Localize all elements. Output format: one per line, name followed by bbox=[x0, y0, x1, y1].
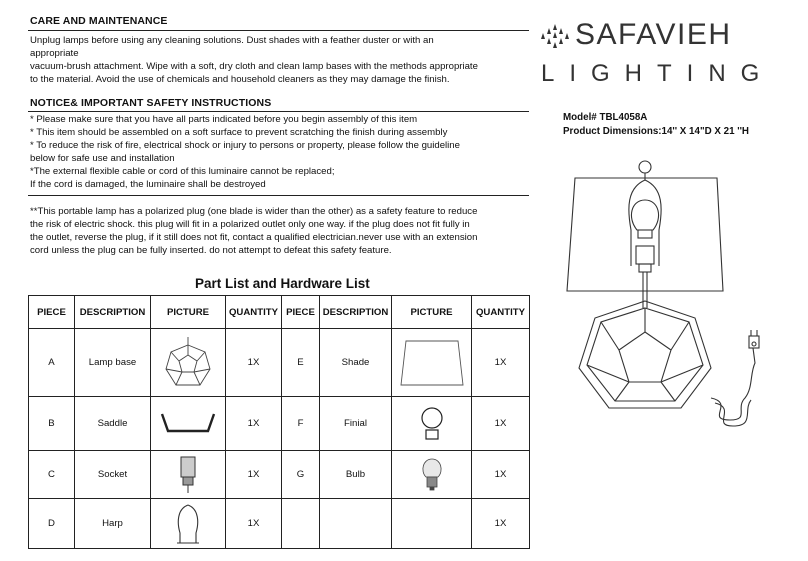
description-cell: Finial bbox=[320, 397, 392, 451]
safety-line: * To reduce the risk of fire, electrical shock or injury to persons or property, please follow the guideline bbox=[30, 140, 460, 151]
lamp-drawing bbox=[565, 158, 780, 438]
quantity-cell: 1X bbox=[472, 499, 530, 549]
quantity-cell: 1X bbox=[226, 329, 282, 397]
picture-cell bbox=[392, 499, 472, 549]
table-row bbox=[29, 397, 530, 451]
description-cell: Bulb bbox=[320, 451, 392, 499]
picture-cell bbox=[151, 329, 226, 397]
description-cell bbox=[320, 499, 392, 549]
piece-cell: B bbox=[29, 397, 75, 451]
quantity-cell: 1X bbox=[472, 329, 530, 397]
care-text bbox=[30, 34, 478, 86]
plug-text bbox=[30, 205, 477, 257]
safety-heading: NOTICE& IMPORTANT SAFETY INSTRUCTIONS bbox=[30, 97, 272, 109]
column-header: PICTURE bbox=[151, 296, 226, 329]
picture-cell bbox=[151, 397, 226, 451]
finial-icon bbox=[419, 406, 445, 442]
piece-cell: C bbox=[29, 451, 75, 499]
piece-cell: A bbox=[29, 329, 75, 397]
plug-line: the risk of electric shock. this plug will fit in a polarized outlet only one way. if the plug does not fit fully in bbox=[30, 219, 470, 230]
piece-cell: E bbox=[282, 329, 320, 397]
column-header: PIECE bbox=[29, 296, 75, 329]
plug-divider bbox=[28, 195, 529, 196]
care-line: vacuum-brush attachment. Wipe with a soft, dry cloth and clean lamp bases with the methods appropriate bbox=[30, 61, 478, 72]
column-header: QUANTITY bbox=[472, 296, 530, 329]
lamp-base-icon bbox=[165, 335, 211, 391]
care-line: appropriate bbox=[30, 48, 79, 59]
safety-line: * Please make sure that you have all parts indicated before you begin assembly of this item bbox=[30, 114, 418, 125]
plug-line: **This portable lamp has a polarized plug (one blade is wider than the other) as a safety feature to reduce bbox=[30, 206, 478, 217]
picture-cell bbox=[392, 329, 472, 397]
chandelier-icon bbox=[538, 22, 572, 54]
description-cell: Saddle bbox=[75, 397, 151, 451]
parts-table bbox=[28, 295, 530, 549]
plug-line: the outlet, reverse the plug, if it still does not fit, contact a qualified electrician.never use with an extension bbox=[30, 232, 478, 243]
safety-line: If the cord is damaged, the luminaire shall be destroyed bbox=[30, 179, 266, 190]
safety-line: below for safe use and installation bbox=[30, 153, 175, 164]
piece-cell: F bbox=[282, 397, 320, 451]
description-cell: Harp bbox=[75, 499, 151, 549]
piece-cell bbox=[282, 499, 320, 549]
care-line: to the material. Avoid the use of chemicals and household cleaners as they may damage the finish. bbox=[30, 74, 450, 85]
picture-cell bbox=[392, 397, 472, 451]
picture-cell bbox=[151, 451, 226, 499]
table-header-row bbox=[29, 296, 530, 329]
table-row bbox=[29, 329, 530, 397]
model-number: Model# TBL4058A bbox=[563, 112, 648, 123]
safety-line: * This item should be assembled on a soft surface to prevent scratching the finish during assembly bbox=[30, 127, 448, 138]
safety-line: *The external flexible cable or cord of this luminaire cannot be replaced; bbox=[30, 166, 335, 177]
piece-cell: G bbox=[282, 451, 320, 499]
harp-icon bbox=[173, 503, 203, 545]
lamp-illustration bbox=[565, 158, 780, 443]
saddle-icon bbox=[159, 411, 217, 437]
picture-cell bbox=[151, 499, 226, 549]
column-header: QUANTITY bbox=[226, 296, 282, 329]
bulb-icon bbox=[420, 457, 444, 493]
description-cell: Lamp base bbox=[75, 329, 151, 397]
column-header: DESCRIPTION bbox=[75, 296, 151, 329]
brand-name: SAFAVIEH bbox=[575, 18, 732, 51]
brand-sub: LIGHTING bbox=[541, 60, 775, 87]
safety-divider bbox=[28, 111, 529, 112]
table-row bbox=[29, 451, 530, 499]
brand-logo bbox=[538, 22, 572, 59]
quantity-cell: 1X bbox=[226, 397, 282, 451]
quantity-cell: 1X bbox=[472, 397, 530, 451]
care-heading: CARE AND MAINTENANCE bbox=[30, 15, 168, 27]
quantity-cell: 1X bbox=[472, 451, 530, 499]
column-header: PICTURE bbox=[392, 296, 472, 329]
quantity-cell: 1X bbox=[226, 451, 282, 499]
description-cell: Socket bbox=[75, 451, 151, 499]
plug-line: cord unless the plug can be fully inserted. do not attempt to defeat this safety feature. bbox=[30, 245, 392, 256]
safety-text bbox=[30, 113, 460, 191]
piece-cell: D bbox=[29, 499, 75, 549]
parts-title: Part List and Hardware List bbox=[195, 276, 370, 291]
table-row bbox=[29, 499, 530, 549]
column-header: DESCRIPTION bbox=[320, 296, 392, 329]
shade-icon bbox=[399, 338, 465, 388]
socket-icon bbox=[176, 455, 200, 495]
product-dimensions: Product Dimensions:14'' X 14"D X 21 ''H bbox=[563, 126, 750, 137]
care-line: Unplug lamps before using any cleaning solutions. Dust shades with a feather duster or with an bbox=[30, 35, 434, 46]
quantity-cell: 1X bbox=[226, 499, 282, 549]
picture-cell bbox=[392, 451, 472, 499]
description-cell: Shade bbox=[320, 329, 392, 397]
care-divider bbox=[28, 30, 529, 31]
column-header: PIECE bbox=[282, 296, 320, 329]
